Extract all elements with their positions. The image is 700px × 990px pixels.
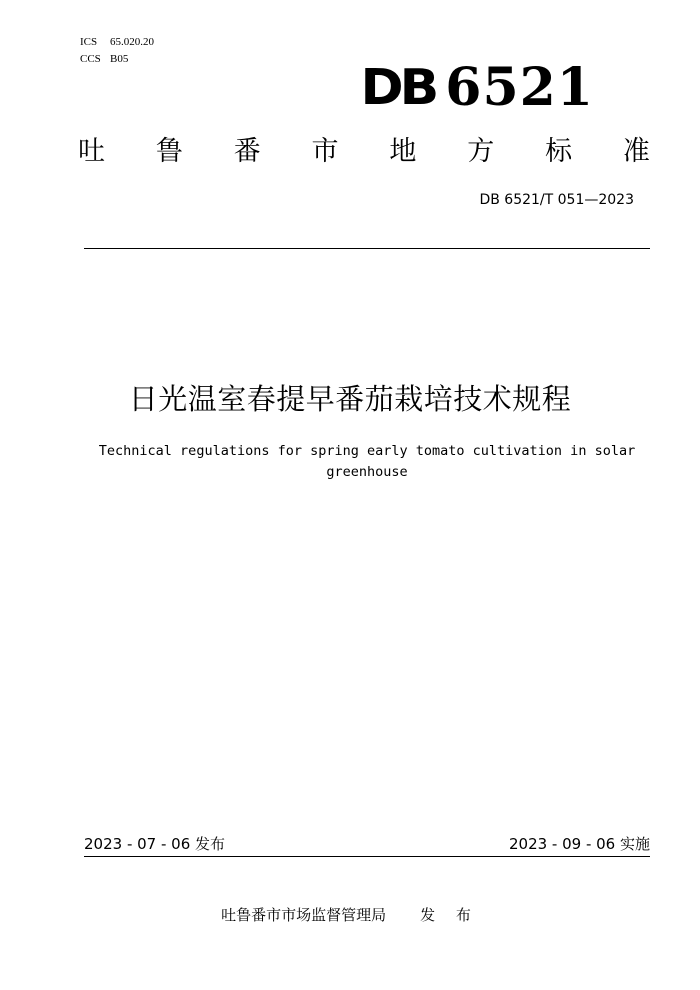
ics-code-row: [80, 34, 154, 51]
standard-type-char: 鲁: [155, 136, 183, 167]
release-date: 2023 - 07 - 06 发布: [84, 835, 226, 853]
db-logo-prefix: DB: [360, 59, 436, 117]
standard-code: DB 6521/T 051—2023: [479, 192, 634, 208]
standard-type-char: 吐: [78, 136, 105, 167]
document-title-chinese: 日光温室春提早番茄栽培技术规程: [128, 382, 572, 416]
ics-value: 65.020.20: [110, 36, 154, 48]
english-title-line: greenhouse: [326, 464, 408, 480]
classification-codes: [80, 34, 154, 68]
standard-type-char: 准: [622, 136, 650, 167]
top-divider: [84, 248, 650, 249]
implementation-date: 2023 - 09 - 06 实施: [508, 835, 650, 853]
db-standard-logo: [360, 57, 594, 118]
standard-type-char: 方: [467, 136, 495, 167]
publisher-name: 吐鲁番市市场监督管理局: [221, 906, 387, 924]
standard-type-heading: [78, 134, 650, 170]
publisher-action: 发 布: [420, 906, 479, 924]
standard-type-char: 地: [389, 136, 417, 167]
ccs-value: B05: [110, 53, 129, 65]
document-title-english: [84, 441, 650, 483]
ccs-code-row: [80, 51, 154, 68]
bottom-divider: [84, 856, 650, 857]
english-title-line: Technical regulations for spring early tomato cultivation in solar: [98, 443, 636, 459]
standard-type-char: 市: [311, 136, 339, 167]
standard-type-char: 番: [233, 136, 261, 167]
ics-label: ICS: [80, 36, 98, 48]
publisher: [0, 904, 700, 926]
standard-type-char: 标: [545, 136, 573, 167]
ccs-label: CCS: [80, 53, 101, 65]
db-logo-number: 6521: [445, 57, 594, 118]
